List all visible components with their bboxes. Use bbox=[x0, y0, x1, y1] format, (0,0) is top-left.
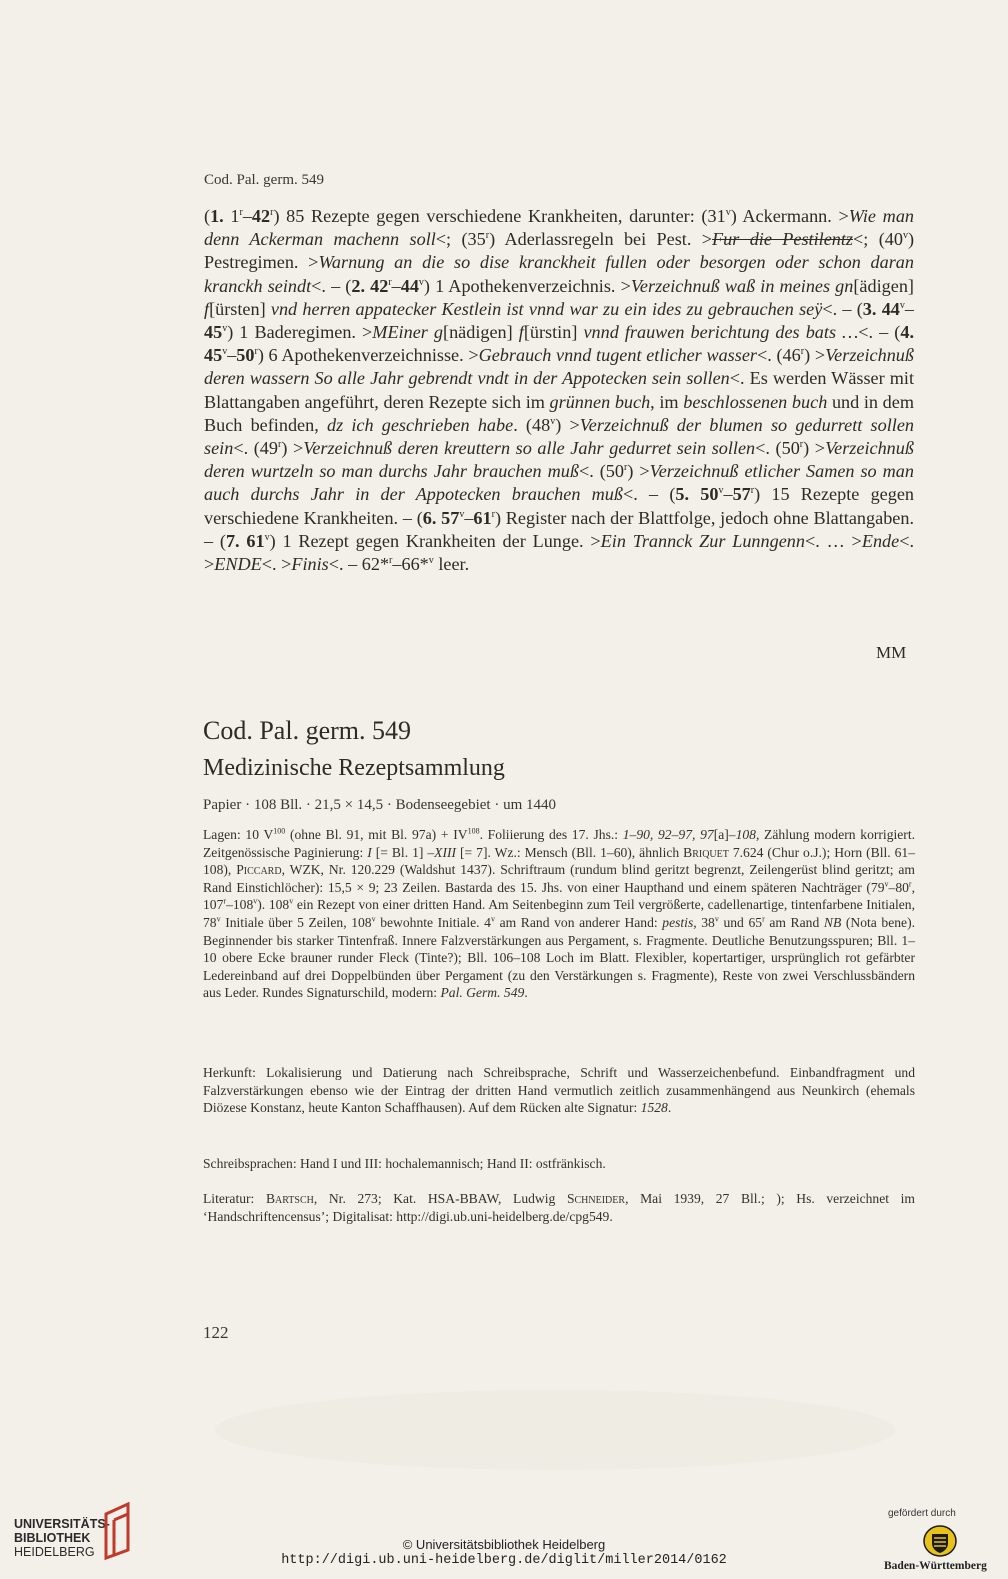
sponsor-label: gefördert durch bbox=[888, 1508, 956, 1519]
entry-subtitle: Medizinische Rezeptsammlung bbox=[203, 755, 505, 781]
physical-description: Lagen: 10 $V^{100}$ (ohne Bl. 91, mit Bl. $97a) + IV^{108}$. Foliierung des 17. Jhs.: 1–90, 92–97, 97[a]–108, Zählung modern korrigiert. Zeitgenössische Paginierung: I [= Bl. 1] –XIII [= 7]. Wz.: Mensch (Bll. 1–60), ähnlich Briquet 7.624 (Chur o.J.); Horn (Bll. 61–108), Piccard, WZK, Nr. 120.229 (Waldshut 1437). Schriftraum (rundum blind geritzt begrenzt, Zeilengerüst blind geritzt; am Rand Einstichlöcher): 15,5 × 9; 23 Zeilen. Bastarda des 15. Jhs. von einer Haupthand und einem späteren Nachträger (79$^v$–80$^r$, 107$^r$–108$^v$). 108$^v$ ein Rezept von einer dritten Hand. Am Seitenbeginn zum Teil vergrößerte, cadellenartige, tintenfarbene Initialen, 78$^v$ Initiale über 5 Zeilen, 108$^v$ bewohnte Initiale. 4$^v$ am Rand von anderer Hand: pestis, 38$^v$ und 65$^r$ am Rand NB (Nota bene). Beginnender bis starker Tintenfraß. Innere Falzverstärkungen aus Pergament, s. Fragmente. Deutliche Benutzungsspuren; Bll. 1–10 obere Ecke brauner runder Fleck (Tinte?); Bll. 106–108 Loch im Blatt. Flexibler, kopertartiger, ursprünglich rot gefärbter Ledereinband auf drei Doppelbünden über Pergament (zu den Verstärkungen s. Fragmente), Reste von zwei Verschlussbändern aus Leder. Rundes Signaturschild, modern: Pal. Germ. 549. bbox=[203, 826, 916, 1001]
running-head: Cod. Pal. germ. 549 bbox=[204, 172, 324, 188]
baden-wuerttemberg-emblem-icon bbox=[923, 1525, 957, 1557]
permalink-url[interactable]: http://digi.ub.uni-heidelberg.de/diglit/miller2014/0162 bbox=[281, 1553, 727, 1568]
contents-paragraph: (1. 1$^r$–42$^r$) 85 Rezepte gegen verschiedene Krankheiten, darunter: (31$^v$) Ackermann. >Wie man denn Ackerman machenn soll<; (35$^r$) Aderlassregeln bei Pest. >Fur die Pestilentz<; (40$^v$) Pestregimen. >Warnung an die so dise kranckheit fullen oder besorgen oder schon daran kranckh seindt<. – (2. 42$^r$–44$^v$) 1 Apothekenverzeichnis. >Verzeichnuß waß in meines gn[ädigen] f[ürsten] vnd herren appatecker Kestlein ist vnnd war zu ein ides zu gebrauchen seÿ<. – (3. 44$^v$–45$^v$) 1 Baderegimen. >MEiner g[nädigen] f[ürstin] vnnd frauwen berichtung des bats …<. – (4. 45$^v$–50$^r$) 6 Apothekenverzeichnisse. >Gebrauch vnnd tugent etlicher wasser<. $(46^r)$ >Verzeichnuß deren wassern So alle Jahr gebrendt vndt in der Appotecken sein sollen<. Es werden Wässer mit Blattangaben angeführt, deren Rezepte sich im grünnen buch, im beschlossenen buch und in dem Buch befinden, dz ich geschrieben habe. $(48^v)$ >Verzeichnuß der blumen so gedurrett sollen sein<. $(49^r)$ >Verzeichnuß deren kreuttern so alle Jahr gedurret sein sollen<. $(50^r)$ >Verzeichnuß deren wurtzeln so man durchs Jahr brauchen muß<. $(50^r)$ >Verzeichnuß etlicher Samen so man auch durchs Jahr in der Appotecken brauchen muß<. – (5. 50$^v$–57$^r$) 15 Rezepte gegen verschiedene Krankheiten. – (6. 57$^v$–61$^r$) Register nach der Blattfolge, jedoch ohne Blattangaben. – (7. 61$^v$) 1 Rezept gegen Krankheiten der Lunge. >Ein Trannck Zur Lunngenn<. … >Ende<. >ENDE<. >Finis<. – 62*$^r$–66*$^v$ leer. bbox=[204, 206, 915, 575]
provenance: Herkunft: Lokalisierung und Datierung nach Schreibsprache, Schrift und Wasserzeichenbefund. Einbandfragment und Falzverstärkungen ebenso wie der Eintrag der dritten Hand vermutlich zeitlich zusammenhängend aus Neunkirch (ehemals Diözese Konstanz, heute Kanton Schaffhausen). Auf dem Rücken alte Signatur: 1528. bbox=[203, 1065, 915, 1116]
entry-title: Cod. Pal. germ. 549 bbox=[203, 716, 411, 745]
library-name-line1: UNIVERSITÄTS- bbox=[14, 1517, 110, 1531]
literature: Literatur: Bartsch, Nr. 273; Kat. HSA-BBAW, Ludwig Schneider, Mai 1939, 27 Bll.; ); Hs. verzeichnet im ‘Handschriftencensus’; Digitalisat: http://digi.ub.uni-heidelberg.de/cpg549. bbox=[203, 1191, 915, 1224]
copyright-notice: © Universitätsbibliothek Heidelberg bbox=[402, 1537, 606, 1552]
page-number: 122 bbox=[203, 1323, 229, 1342]
sponsor-name: Baden-Württemberg bbox=[884, 1560, 987, 1572]
author-initials: MM bbox=[876, 643, 907, 662]
library-name-line3: HEIDELBERG bbox=[14, 1545, 95, 1559]
scribal-languages: Schreibsprachen: Hand I und III: hochalemannisch; Hand II: ostfränkisch. bbox=[203, 1156, 606, 1171]
entry-meta: Papier · 108 Bll. · 21,5 × 14,5 · Bodenseegebiet · um 1440 bbox=[203, 797, 556, 813]
show-through-stain bbox=[205, 1380, 905, 1480]
library-name-line2: BIBLIOTHEK bbox=[14, 1531, 91, 1545]
previous-entry-contents bbox=[204, 205, 914, 576]
